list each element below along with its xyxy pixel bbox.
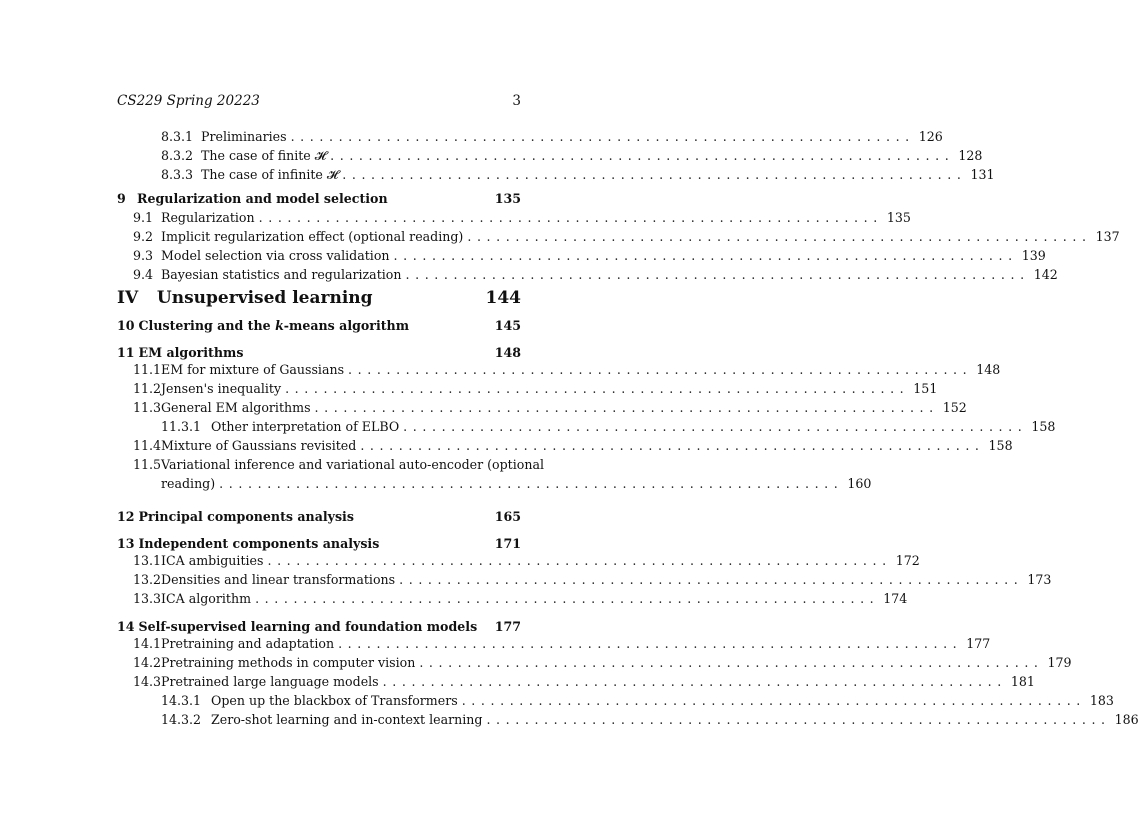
toc-entry-page: 135	[886, 210, 911, 225]
toc-entry-number: 8.3.3	[161, 167, 194, 182]
toc-entry-page: 148	[976, 362, 1001, 377]
toc-chapter-10[interactable]	[117, 317, 521, 335]
toc-entry-title: Pretraining and adaptation	[161, 636, 335, 651]
toc-chapter-number: 9	[117, 191, 126, 206]
toc-entry-number: 14.1	[133, 636, 162, 651]
toc-part-title: Unsupervised learning	[156, 288, 373, 308]
toc-chapter-number: 14	[117, 619, 135, 634]
toc-chapter-page: 171	[494, 536, 521, 551]
toc-entry-page: 137	[1095, 229, 1120, 244]
toc-entry-title: Variational inference and variational auto-encoder (optional	[161, 457, 544, 472]
toc-entry-8-3-3[interactable]	[117, 166, 995, 184]
toc-entry-page: 179	[1047, 655, 1072, 670]
toc-entry-page: 151	[913, 381, 938, 396]
toc-chapter-title: Principal components analysis	[138, 509, 354, 524]
toc-entry-number: 9.4	[133, 267, 154, 282]
toc-entry-number: 14.2	[133, 655, 162, 670]
dot-leader: .................................................................	[399, 572, 1024, 587]
toc-entry-title: The case of finite 𝓗	[201, 148, 327, 163]
toc-entry-11-5[interactable]	[117, 456, 544, 474]
toc-entry-14-2[interactable]	[117, 654, 1072, 672]
italic-k: k	[275, 318, 284, 333]
toc-entry-number: 8.3.1	[161, 129, 194, 144]
toc-chapter-11[interactable]	[117, 344, 521, 362]
toc-entry-number: 9.3	[133, 248, 154, 263]
toc-entry-page: 126	[918, 129, 943, 144]
toc-entry-9-1[interactable]	[117, 209, 911, 227]
toc-part-4[interactable]	[117, 288, 521, 308]
toc-chapter-title: Clustering and the k-means algorithm	[138, 318, 410, 333]
toc-entry-page: 186	[1114, 712, 1139, 727]
toc-entry-page: 139	[1021, 248, 1046, 263]
toc-chapter-13[interactable]	[117, 535, 521, 553]
toc-entry-number: 11.1	[133, 362, 162, 377]
toc-chapter-number: 11	[117, 345, 135, 360]
toc-entry-page: 183	[1089, 693, 1114, 708]
toc-entry-number: 11.4	[133, 438, 162, 453]
dot-leader: .................................................................	[330, 148, 955, 163]
toc-entry-number: 14.3.2	[161, 712, 202, 727]
toc-entry-number: 14.3	[133, 674, 162, 689]
toc-entry-9-2[interactable]	[117, 228, 1120, 246]
toc-chapter-page: 177	[494, 619, 521, 634]
toc-entry-number: 11.2	[133, 381, 162, 396]
toc-chapter-page: 148	[494, 345, 521, 360]
running-title: CS229 Spring 20223	[117, 93, 260, 109]
dot-leader: .................................................................	[267, 553, 892, 568]
toc-chapter-9[interactable]	[117, 190, 521, 208]
toc-chapter-number: 12	[117, 509, 135, 524]
toc-entry-title: Bayesian statistics and regularization	[161, 267, 402, 282]
toc-entry-11-1[interactable]	[117, 361, 1001, 379]
toc-entry-title: Pretrained large language models	[161, 674, 379, 689]
dot-leader: .................................................................	[342, 167, 967, 182]
toc-entry-page: 174	[883, 591, 908, 606]
toc-entry-title: Other interpretation of ELBO	[211, 419, 400, 434]
dot-leader: .................................................................	[290, 129, 915, 144]
toc-entry-title: Regularization	[161, 210, 255, 225]
dot-leader: .................................................................	[285, 381, 910, 396]
toc-entry-page: 142	[1033, 267, 1058, 282]
dot-leader: .................................................................	[403, 419, 1028, 434]
dot-leader: .................................................................	[393, 248, 1018, 263]
toc-entry-14-3-2[interactable]	[117, 711, 1139, 729]
toc-entry-number: 13.2	[133, 572, 162, 587]
toc-entry-8-3-2[interactable]	[117, 147, 983, 165]
toc-entry-title: Zero-shot learning and in-context learning	[211, 712, 483, 727]
dot-leader: .................................................................	[486, 712, 1111, 727]
toc-entry-title: Mixture of Gaussians revisited	[161, 438, 357, 453]
dot-leader: .................................................................	[461, 693, 1086, 708]
dot-leader: .................................................................	[467, 229, 1092, 244]
toc-entry-number: 8.3.2	[161, 148, 194, 163]
toc-part-page: 144	[485, 288, 521, 308]
dot-leader: .................................................................	[405, 267, 1030, 282]
toc-entry-page: 131	[970, 167, 995, 182]
toc-entry-number: 9.1	[133, 210, 154, 225]
dot-leader: .................................................................	[258, 210, 883, 225]
toc-entry-number: 11.3	[133, 400, 162, 415]
toc-entry-page: 152	[942, 400, 967, 415]
toc-chapter-page: 165	[494, 509, 521, 524]
toc-entry-title: Densities and linear transformations	[161, 572, 396, 587]
toc-chapter-title: EM algorithms	[138, 345, 244, 360]
toc-entry-13-1[interactable]	[117, 552, 920, 570]
toc-entry-page: 160	[847, 476, 872, 491]
toc-entry-title-continued: reading)	[161, 476, 216, 491]
toc-entry-number: 13.1	[133, 553, 162, 568]
toc-entry-title: ICA ambiguities	[161, 553, 264, 568]
toc-entry-title: Model selection via cross validation	[161, 248, 390, 263]
dot-leader: .................................................................	[360, 438, 985, 453]
toc-entry-title: Jensen's inequality	[161, 381, 282, 396]
toc-chapter-12-placeholder	[117, 480, 521, 498]
toc-entry-page: 128	[958, 148, 983, 163]
toc-entry-number: 14.3.1	[161, 693, 202, 708]
toc-entry-11-4[interactable]	[117, 437, 1013, 455]
toc-chapter-page: 145	[494, 318, 521, 333]
toc-entry-number: 13.3	[133, 591, 162, 606]
toc-entry-9-4[interactable]	[117, 266, 1058, 284]
dot-leader: .................................................................	[382, 674, 1007, 689]
toc-entry-page: 177	[966, 636, 991, 651]
toc-entry-14-3-1[interactable]	[117, 692, 1114, 710]
toc-chapter-page: 135	[494, 191, 521, 206]
toc-entry-number: 11.5	[133, 457, 162, 472]
toc-entry-11-2[interactable]	[117, 380, 938, 398]
page-header	[117, 93, 521, 109]
toc-entry-page: 173	[1027, 572, 1052, 587]
toc-entry-8-3-1[interactable]	[117, 128, 943, 146]
toc-entry-title: Implicit regularization effect (optional reading)	[161, 229, 464, 244]
dot-leader: .................................................................	[419, 655, 1044, 670]
toc-entry-14-1[interactable]	[117, 635, 991, 653]
toc-entry-13-3[interactable]	[117, 590, 908, 608]
toc-entry-9-3[interactable]	[117, 247, 1046, 265]
toc-chapter-14[interactable]	[117, 618, 521, 636]
toc-chapter-title: Independent components analysis	[138, 536, 380, 551]
dot-leader: .................................................................	[348, 362, 973, 377]
toc-entry-title: Preliminaries	[201, 129, 287, 144]
toc-entry-page: 158	[988, 438, 1013, 453]
dot-leader: .................................................................	[219, 476, 844, 491]
dot-leader: .................................................................	[338, 636, 963, 651]
toc-entry-11-3[interactable]	[117, 399, 967, 417]
toc-entry-page: 181	[1010, 674, 1035, 689]
dot-leader: .................................................................	[255, 591, 880, 606]
toc-entry-number: 9.2	[133, 229, 154, 244]
toc-chapter-number: 10	[117, 318, 135, 333]
toc-chapter-number: 13	[117, 536, 135, 551]
toc-part-number: IV	[117, 288, 139, 308]
toc-chapter-12[interactable]	[117, 508, 521, 526]
dot-leader: .................................................................	[314, 400, 939, 415]
toc-chapter-title: Self-supervised learning and foundation models	[138, 619, 478, 634]
toc-entry-title: Open up the blackbox of Transformers	[211, 693, 458, 708]
toc-entry-11-3-1[interactable]	[117, 418, 1056, 436]
toc-entry-number: 11.3.1	[161, 419, 202, 434]
toc-entry-title: General EM algorithms	[161, 400, 311, 415]
toc-entry-title: ICA algorithm	[161, 591, 252, 606]
toc-entry-14-3[interactable]	[117, 673, 1035, 691]
page-number: 3	[512, 93, 521, 109]
toc-chapter-title: Regularization and model selection	[137, 191, 388, 206]
toc-entry-title: EM for mixture of Gaussians	[161, 362, 345, 377]
toc-entry-13-2[interactable]	[117, 571, 1052, 589]
toc-entry-page: 172	[895, 553, 920, 568]
toc-entry-page: 158	[1031, 419, 1056, 434]
toc-entry-title: Pretraining methods in computer vision	[161, 655, 416, 670]
toc-entry-title: The case of infinite 𝓗	[201, 167, 339, 182]
